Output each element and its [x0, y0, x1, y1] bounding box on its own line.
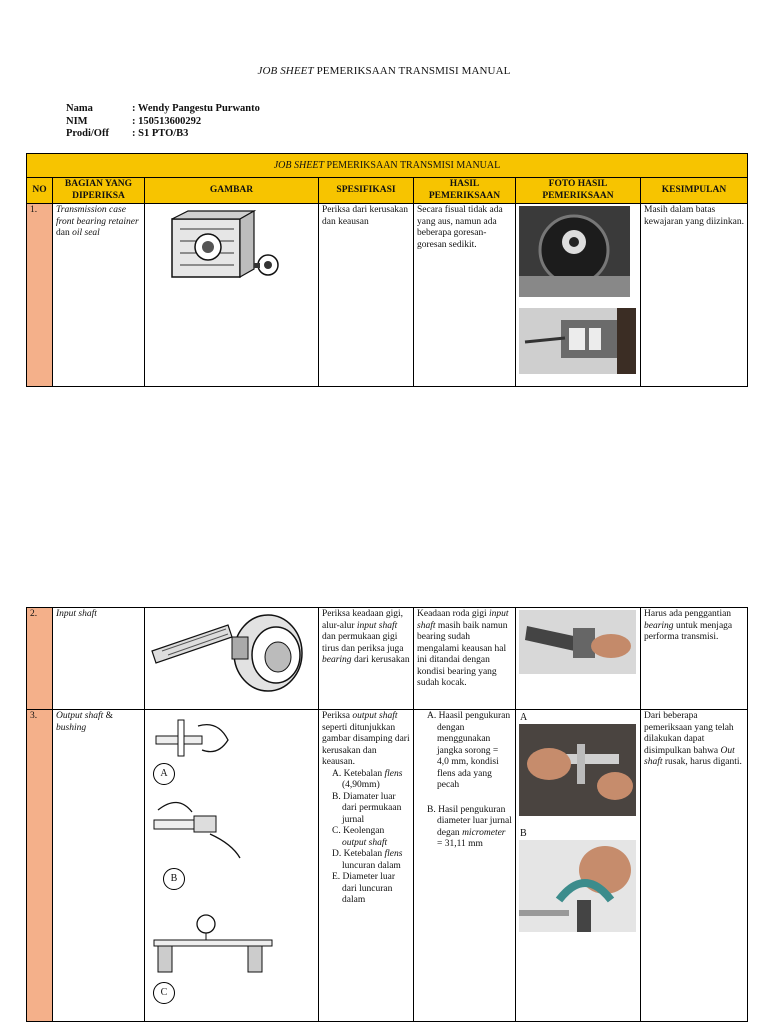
- part-cell: Transmission case front bearing retainer dan oil seal: [53, 204, 145, 387]
- measure-flange-drawing: [148, 714, 238, 766]
- inspection-photo: [519, 610, 636, 674]
- inspection-photo: [519, 206, 630, 297]
- photo-label-b: B: [520, 828, 527, 839]
- figure-label-c: C: [153, 982, 175, 1004]
- col-header-no: NO: [27, 178, 53, 204]
- result-cell: Secara fisual tidak ada yang aus, namun ada beberapa goresan-goresan sedikit.: [414, 204, 516, 387]
- drawing-cell: [145, 608, 319, 710]
- micrometer-photo: [519, 840, 636, 932]
- bearing-retainer-drawing: [150, 207, 290, 302]
- list-item: E. Diameter luar dari luncuran dalam: [332, 872, 396, 905]
- row-number: 2.: [27, 608, 53, 710]
- info-key-nim: NIM: [66, 115, 88, 127]
- inspection-photo: [519, 308, 636, 374]
- list-item: A. Haasil pengukuran dengan menggunakan jangka sorong = 4,0 mm, kondisi flens ada yang pecah: [427, 711, 511, 790]
- list-item: B. Diamater luar dari permukaan jurnal: [332, 791, 402, 825]
- table-row: [27, 608, 748, 710]
- photo-cell: [516, 204, 641, 387]
- job-sheet-table-continued: [26, 607, 748, 1022]
- spec-cell: Periksa output shaft seperti ditunjukkan gambar disamping dari kerusakan dan keausan. A. Ketebalan flens (4,90mm) B. Diamater luar dari permukaan jurnal C. Keolengan output shaft D. Ketebalan flens luncuran dalam E. Diameter luar dari luncuran dalam: [319, 710, 414, 1022]
- info-key-nama: Nama: [66, 103, 93, 114]
- page-title: JOB SHEET PEMERIKSAAN TRANSMISI MANUAL: [257, 65, 511, 77]
- info-value-nama: : Wendy Pangestu Purwanto: [132, 103, 260, 114]
- result-cell: [414, 710, 516, 1022]
- spec-list: [322, 769, 410, 907]
- conclusion-cell: Dari beberapa pemeriksaan yang telah dilakukan dapat disimpulkan bahwa Out shaft rusak, harus diganti.: [641, 710, 748, 1022]
- drawing-cell: [145, 710, 319, 1022]
- list-item: C. Keolengan output shaft: [332, 826, 388, 848]
- photo-label-a: A: [520, 712, 528, 723]
- part-cell: Input shaft: [53, 608, 145, 710]
- micrometer-drawing: [148, 790, 248, 860]
- spec-cell: Periksa dari kerusakan dan keausan: [319, 204, 414, 387]
- info-key-prodi: Prodi/Off: [66, 128, 109, 139]
- input-shaft-drawing: [148, 611, 316, 703]
- col-header-foto: FOTO HASIL PEMERIKSAAN: [516, 178, 641, 204]
- info-value-prodi: : S1 PTO/B3: [132, 128, 189, 139]
- row-number: 3.: [27, 710, 53, 1022]
- caliper-photo: [519, 724, 636, 816]
- spec-cell: Periksa keadaan gigi, alur-alur input shaft dan permukaan gigi tirus dan periksa juga bearing dari kerusakan: [319, 608, 414, 710]
- col-header-kesimpulan: KESIMPULAN: [641, 178, 748, 204]
- result-cell: Keadaan roda gigi input shaft masih baik namun bearing sudah mengalami keausan hal ini ditandai dengan kondisi bearing yang sudah kocak.: [414, 608, 516, 710]
- list-item: B. Hasil pengukuran diameter luar jurnal degan micrometer = 31,11 mm: [427, 804, 512, 849]
- drawing-cell: [145, 204, 319, 387]
- table-row: [27, 710, 748, 1022]
- photo-cell: [516, 608, 641, 710]
- list-item: D. Ketebalan flens luncuran dalam: [332, 849, 403, 871]
- student-info: [66, 103, 260, 141]
- part-cell: Output shaft & bushing: [53, 710, 145, 1022]
- dial-gauge-drawing: [148, 908, 278, 978]
- conclusion-cell: Harus ada penggantian bearing untuk menjaga performa transmisi.: [641, 608, 748, 710]
- conclusion-cell: Masih dalam batas kewajaran yang diizinkan.: [641, 204, 748, 387]
- list-item: A. Ketebalan flens (4,90mm): [332, 768, 403, 790]
- photo-cell: [516, 710, 641, 1022]
- table-banner: JOB SHEET PEMERIKSAAN TRANSMISI MANUAL: [27, 154, 748, 178]
- row-number: 1.: [27, 204, 53, 387]
- col-header-spesifikasi: SPESIFIKASI: [319, 178, 414, 204]
- figure-label-b: B: [163, 868, 185, 890]
- table-row: [27, 204, 748, 387]
- info-value-nim: : 150513600292: [132, 115, 202, 127]
- result-list: [417, 711, 512, 851]
- col-header-hasil: HASIL PEMERIKSAAN: [414, 178, 516, 204]
- col-header-bagian: BAGIAN YANG DIPERIKSA: [53, 178, 145, 204]
- job-sheet-table: [26, 153, 748, 387]
- figure-label-a: A: [153, 763, 175, 785]
- col-header-gambar: GAMBAR: [145, 178, 319, 204]
